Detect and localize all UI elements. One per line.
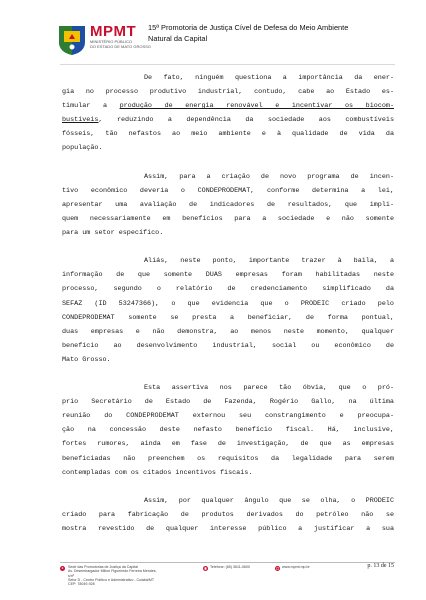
text-line: apresentar uma avaliação de indicadores de resultados, que impli- <box>62 200 394 209</box>
globe-icon <box>275 566 280 571</box>
text-line: população. <box>62 144 103 153</box>
underlined-text: produção de energia renovável e incentivar os biocom- <box>119 102 394 111</box>
paragraph <box>62 381 394 480</box>
text-line: benefício ao desenvolvimento industrial, social ou econômico de <box>62 341 394 350</box>
text-line <box>62 113 394 127</box>
paragraph <box>62 170 394 240</box>
address-line: Sede das Promotorias de Justiça da Capital <box>68 565 138 569</box>
location-pin-icon <box>60 566 65 571</box>
text-line: processo, segundo o relatório de credenciamento simplificado da <box>62 285 394 294</box>
document-body <box>62 71 394 550</box>
header-title-line: 15ª Promotoria de Justiça Cível de Defesa do Meio Ambiente <box>148 23 349 32</box>
text-line: Esta assertiva nos parece tão óbvia, que o pró- <box>144 384 394 393</box>
footer-phone: Telefone: (65) 3611-0600 <box>210 565 250 569</box>
text-line: reunião do CONDEPRODEMAT externou seu constrangimento e preocupa- <box>62 412 394 421</box>
text-line: informação de que somente DUAS empresas foram habilitadas neste <box>62 271 394 280</box>
footer-address <box>68 565 158 586</box>
text-line: quem necessariamente em benefícios para a sociedade e não somente <box>62 214 394 223</box>
text-line: De fato, ninguém questiona a importância da ener- <box>144 74 394 82</box>
text-line: gia no processo produtivo industrial, contudo, cabe ao Estado es- <box>62 88 394 97</box>
text-line: SEFAZ (ID 53247366), o que evidencia que o PRODEIC criado pelo <box>62 299 394 308</box>
footer-divider <box>60 562 395 563</box>
text-line: ção na concessão deste nefasto benefício fiscal. Há, inclusive, <box>62 426 394 435</box>
text-line: contempladas com os citados incentivos fiscais. <box>62 468 253 477</box>
text-line: criado para fabricação de produtos derivados do petróleo não se <box>62 510 394 519</box>
text-line: Mato Grosso. <box>62 355 111 364</box>
logo-acronym: MPMT <box>90 23 137 40</box>
logo-text <box>90 24 151 49</box>
text-fragment: , reduzindo a dependência da sociedade aos combustíveis <box>98 116 394 125</box>
header-title-line: Natural da Capital <box>148 34 208 43</box>
paragraph <box>62 254 394 367</box>
logo-subtitle: MINISTÉRIO PÚBLICO <box>90 39 133 44</box>
text-line: Assim, por qualquer ângulo que se olha, o PRODEIC <box>144 496 394 505</box>
paragraph <box>62 494 394 536</box>
text-fragment: timular a <box>62 102 120 111</box>
text-line: beneficiadas não preenchem os requisitos da legalidade para serem <box>62 454 394 463</box>
underlined-text: bustíveis <box>62 116 99 125</box>
text-line: tivo econômico deveria o CONDEPRODEMAT, conforme determina a lei, <box>62 186 394 195</box>
text-line: Aliás, neste ponto, importante trazer à baila, a <box>144 257 394 266</box>
text-line: CONDEPRODEMAT somente se presta a beneficiar, de forma pontual, <box>62 313 394 322</box>
text-line: fortes rumores, ainda em fase de investigação, de que as empresas <box>62 440 394 449</box>
address-line: Setor D - Centro Político e Administrativo - Cuiabá/MT <box>68 577 155 582</box>
mpmt-emblem-icon <box>56 22 88 56</box>
page-number: p. 13 de 15 <box>367 563 394 569</box>
page-footer <box>60 565 400 587</box>
text-line: duas empresas e não demonstra, ao menos neste momento, qualquer <box>62 327 394 336</box>
header-title <box>148 22 388 44</box>
header-divider <box>60 64 395 65</box>
logo-subtitle: DO ESTADO DE MATO GROSSO <box>90 44 151 49</box>
text-line <box>62 99 394 113</box>
text-line: prio Secretário de Estado de Fazenda, Rogério Gallo, na última <box>62 398 394 407</box>
text-line: fósseis, tão nefastos ao meio ambiente e à qualidade de vida da <box>62 130 394 139</box>
phone-icon <box>203 566 208 571</box>
address-line: CEP: 78049-928 <box>68 582 95 587</box>
text-line: mostra revestido de qualquer interesse público a justificar a sua <box>62 525 394 533</box>
page-header <box>56 20 396 60</box>
footer-website[interactable]: www.mpmt.mp.br <box>282 565 310 569</box>
text-line: para um setor específico. <box>62 229 164 238</box>
address-line: Av. Desembargador Milton Figueiredo Ferreira Mendes, s/nº <box>68 569 157 578</box>
text-line: Assim, para a criação de novo programa de incen- <box>144 172 394 181</box>
paragraph <box>62 71 394 156</box>
